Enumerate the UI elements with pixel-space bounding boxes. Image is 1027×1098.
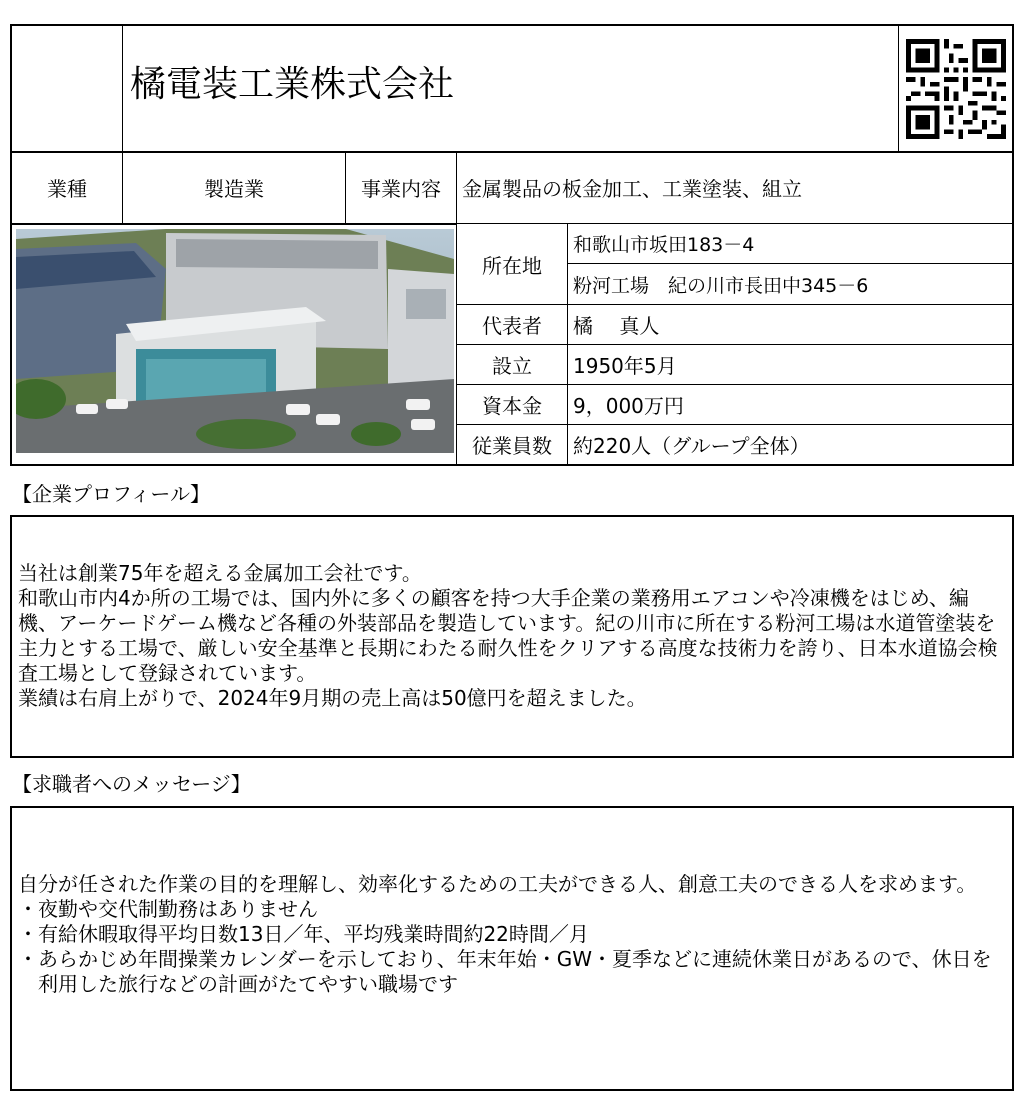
- capital-value: 9，000万円: [568, 385, 1014, 425]
- profile-box: [10, 515, 1014, 758]
- message-box: [10, 806, 1014, 1091]
- message-bullet: ・夜勤や交代制勤務はありません: [18, 897, 318, 921]
- qr-code[interactable]: [898, 26, 1012, 151]
- profile-line: 和歌山市内4か所の工場では、国内外に多くの顧客を持つ大手企業の業務用エアコンや冷凍機をはじめ、編機、アーケードゲーム機など各種の外装部品を製造しています。紀の川市に所在する粉河工場は水道管塗装を主力とする工場で、厳しい安全基準と長期にわたる耐久性をクリアする高度な技術力を誇り、日本水道協会検査工場として登録されています。: [18, 586, 998, 685]
- founded-label: 設立: [457, 345, 568, 385]
- logo-area: [12, 26, 123, 151]
- representative-label: 代表者: [457, 305, 568, 345]
- factory-photo: [16, 229, 454, 453]
- company-header: [10, 24, 1014, 153]
- industry-label: 業種: [12, 152, 123, 224]
- company-info-table: [10, 152, 1014, 466]
- business-label: 事業内容: [346, 152, 457, 224]
- message-bullet: ・有給休暇取得平均日数13日／年、平均残業時間約22時間／月: [18, 922, 589, 946]
- employees-value: 約220人（グループ全体）: [573, 434, 810, 458]
- employees-label: 従業員数: [457, 425, 568, 464]
- location-main: 和歌山市坂田183－4: [568, 224, 1014, 264]
- profile-line: 当社は創業75年を超える金属加工会社です。: [18, 561, 422, 585]
- industry-value: 製造業: [123, 152, 346, 224]
- company-name: 橘電装工業株式会社: [130, 64, 455, 105]
- business-value: 金属製品の板金加工、工業塗装、組立: [457, 152, 1014, 224]
- qr-code-icon: [903, 39, 1009, 139]
- capital-label: 資本金: [457, 385, 568, 425]
- message-bullet: ・あらかじめ年間操業カレンダーを示しており、年末年始・GW・夏季などに連続休業日があるので、休日を利用した旅行などの計画がたてやすい職場です: [18, 947, 992, 996]
- profile-heading: 【企業プロフィール】: [12, 482, 210, 506]
- message-intro: 自分が任された作業の目的を理解し、効率化するための工夫ができる人、創意工夫のできる人を求めます。: [18, 872, 977, 896]
- location-factory: 粉河工場 紀の川市長田中345－6: [568, 264, 1014, 305]
- founded-value: 1950年5月: [568, 345, 1014, 385]
- message-heading: 【求職者へのメッセージ】: [12, 772, 251, 796]
- representative-value: 橘 真人: [568, 305, 1014, 345]
- location-label: 所在地: [457, 224, 568, 305]
- profile-line: 業績は右肩上がりで、2024年9月期の売上高は50億円を超えました。: [18, 686, 647, 710]
